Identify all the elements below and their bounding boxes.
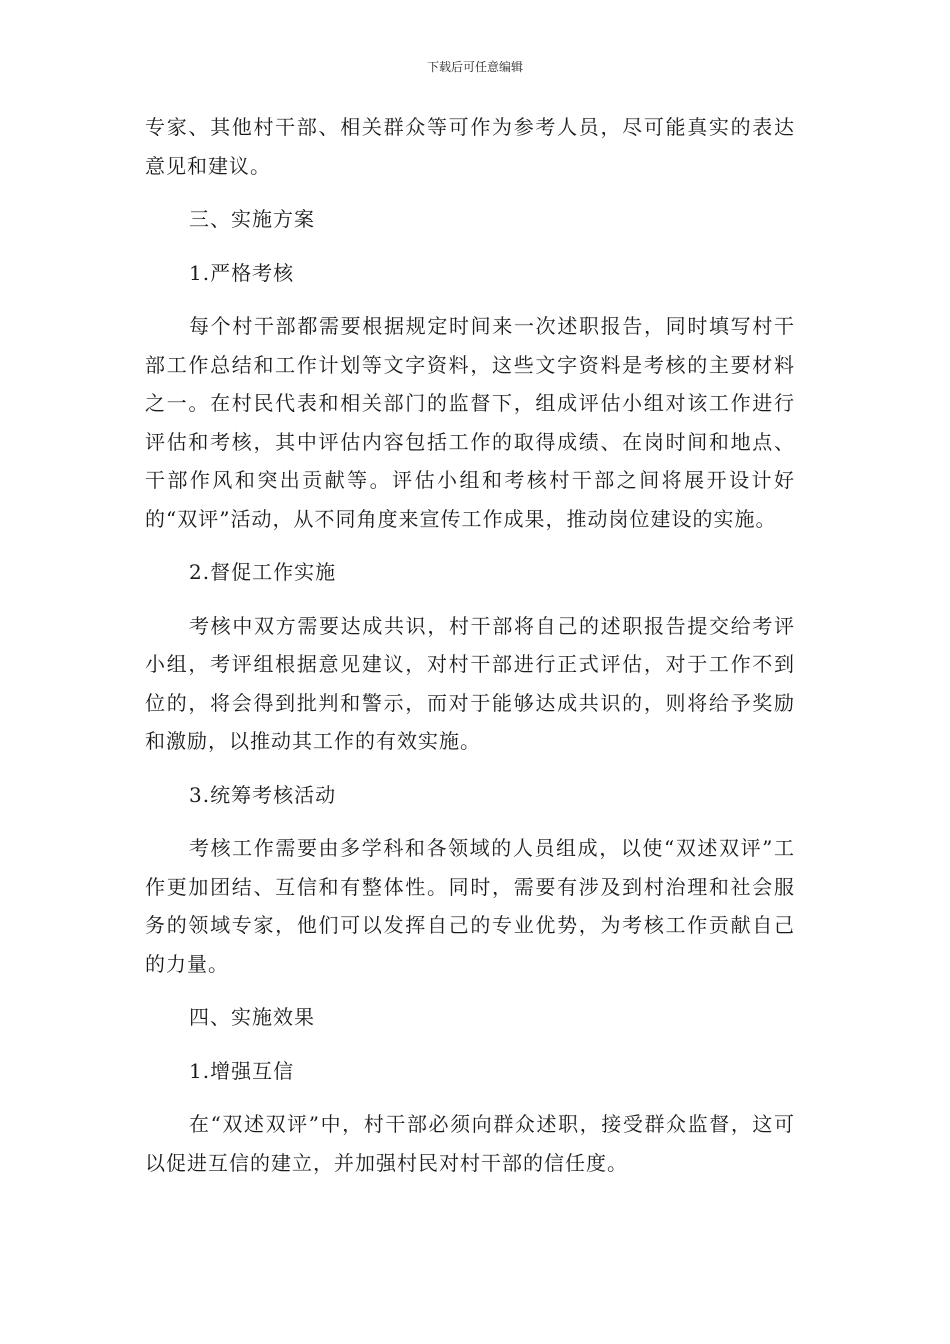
section-heading-implementation-plan: 三、实施方案 [189, 207, 315, 231]
paragraph-supervise-implementation: 考核中双方需要达成共识，村干部将自己的述职报告提交给考评小组，考评组根据意见建议，对村干部进行正式评估，对于工作不到位的，将会得到批判和警示，而对于能够达成共识的，则将给予奖励和激励，以推动其工作的有效实施。 [145, 613, 795, 753]
section-heading-implementation-effect: 四、实施效果 [189, 1005, 315, 1029]
subheading-supervise-implementation: 2.督促工作实施 [189, 560, 337, 584]
paragraph-strict-assessment: 每个村干部都需要根据规定时间来一次述职报告，同时填写村干部工作总结和工作计划等文字资料，这些文字资料是考核的主要材料之一。在村民代表和相关部门的监督下，组成评估小组对该工作进行评估和考核，其中评估内容包括工作的取得成绩、在岗时间和地点、干部作风和突出贡献等。评估小组和考核村干部之间将展开设计好的“双评”活动，从不同角度来宣传工作成果，推动岗位建设的实施。 [145, 314, 795, 531]
paragraph-intro-continuation: 专家、其他村干部、相关群众等可作为参考人员，尽可能真实的表达意见和建议。 [145, 115, 795, 178]
subheading-enhance-trust: 1.增强互信 [189, 1058, 295, 1083]
paragraph-enhance-trust: 在“双述双评”中，村干部必须向群众述职，接受群众监督，这可以促进互信的建立，并加强村民对村干部的信任度。 [145, 1112, 795, 1175]
document-body [145, 108, 795, 1197]
subheading-strict-assessment: 1.严格考核 [189, 260, 295, 285]
header-note: 下载后可任意编辑 [426, 60, 523, 74]
paragraph-coordinate-assessment: 考核工作需要由多学科和各领域的人员组成，以使“双述双评”工作更加团结、互信和有整体性。同时，需要有涉及到村治理和社会服务的领域专家，他们可以发挥自己的专业优势，为考核工作贡献自己的力量。 [145, 836, 795, 976]
subheading-coordinate-assessment: 3.统筹考核活动 [189, 782, 337, 807]
